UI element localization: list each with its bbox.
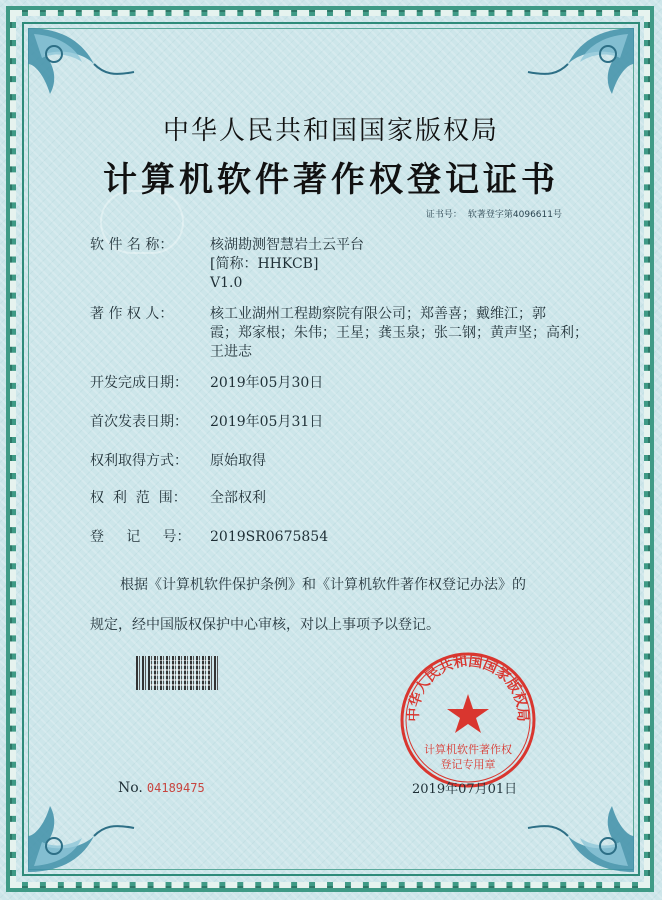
field-value-line: 核工业湖州工程勘察院有限公司；郑善喜；戴维江；郭 [210, 306, 546, 322]
seal-inner-line-2: 登记专用章 [440, 758, 496, 771]
field-value [210, 413, 600, 432]
field-value-line: [简称：HHKCB] [210, 256, 319, 272]
field-label: 登 记 号： [90, 529, 191, 545]
certificate-title: 计算机软件著作权登记证书 [103, 160, 559, 200]
certificate-number [420, 207, 562, 220]
certificate-number-value: 软著登字第4096611号 [467, 210, 562, 220]
field-value-line: 2019年05月31日 [210, 414, 324, 430]
issuer-title: 中华人民共和国国家版权局 [162, 116, 499, 146]
serial-value: 04189475 [146, 781, 205, 795]
field-value [210, 452, 600, 471]
official-seal-icon [398, 650, 538, 790]
field-value-line: 2019年05月30日 [210, 375, 324, 391]
field-value-line: 全部权利 [210, 490, 266, 506]
field-label: 开发完成日期： [90, 375, 188, 391]
field-label: 首次发表日期： [90, 414, 188, 430]
field-value [210, 236, 600, 293]
field-value-line: V1.0 [210, 275, 243, 291]
field-value-line: 王进志 [210, 344, 252, 360]
barcode-overlay [150, 660, 210, 686]
corner-ornament-icon [518, 24, 638, 114]
corner-ornament-icon [24, 786, 144, 876]
corner-ornament-icon [24, 24, 144, 114]
field-value [210, 374, 600, 393]
field-label: 软 件 名 称： [90, 237, 174, 253]
corner-ornament-icon [518, 786, 638, 876]
field-value [210, 528, 600, 547]
field-value-line: 霞；郑家根；朱伟；王星；龚玉泉；张二钢；黄声坚；高利； [210, 325, 588, 341]
field-value-line: 原始取得 [210, 453, 266, 469]
field-value-line: 核湖勘测智慧岩土云平台 [210, 237, 364, 253]
field-value-line: 2019SR0675854 [210, 529, 329, 545]
seal-ring-text: 中华人民共和国国家版权局 [405, 653, 531, 722]
issue-date: 2019年07月01日 [412, 782, 518, 797]
seal-inner-line-1: 计算机软件著作权 [424, 743, 512, 756]
field-label: 著 作 权 人： [90, 306, 174, 322]
field-value [210, 489, 600, 508]
statement-line-2: 规定，经中国版权保护中心审核，对以上事项予以登记。 [90, 617, 440, 633]
serial-number [118, 780, 205, 796]
field-value [210, 305, 600, 362]
statement-line-1: 根据《计算机软件保护条例》和《计算机软件著作权登记办法》的 [120, 577, 526, 593]
serial-label: No. [118, 780, 143, 796]
field-label: 权利取得方式： [90, 453, 188, 469]
field-label: 权 利 范 围： [90, 490, 187, 506]
certificate-number-label: 证书号： [425, 210, 462, 220]
